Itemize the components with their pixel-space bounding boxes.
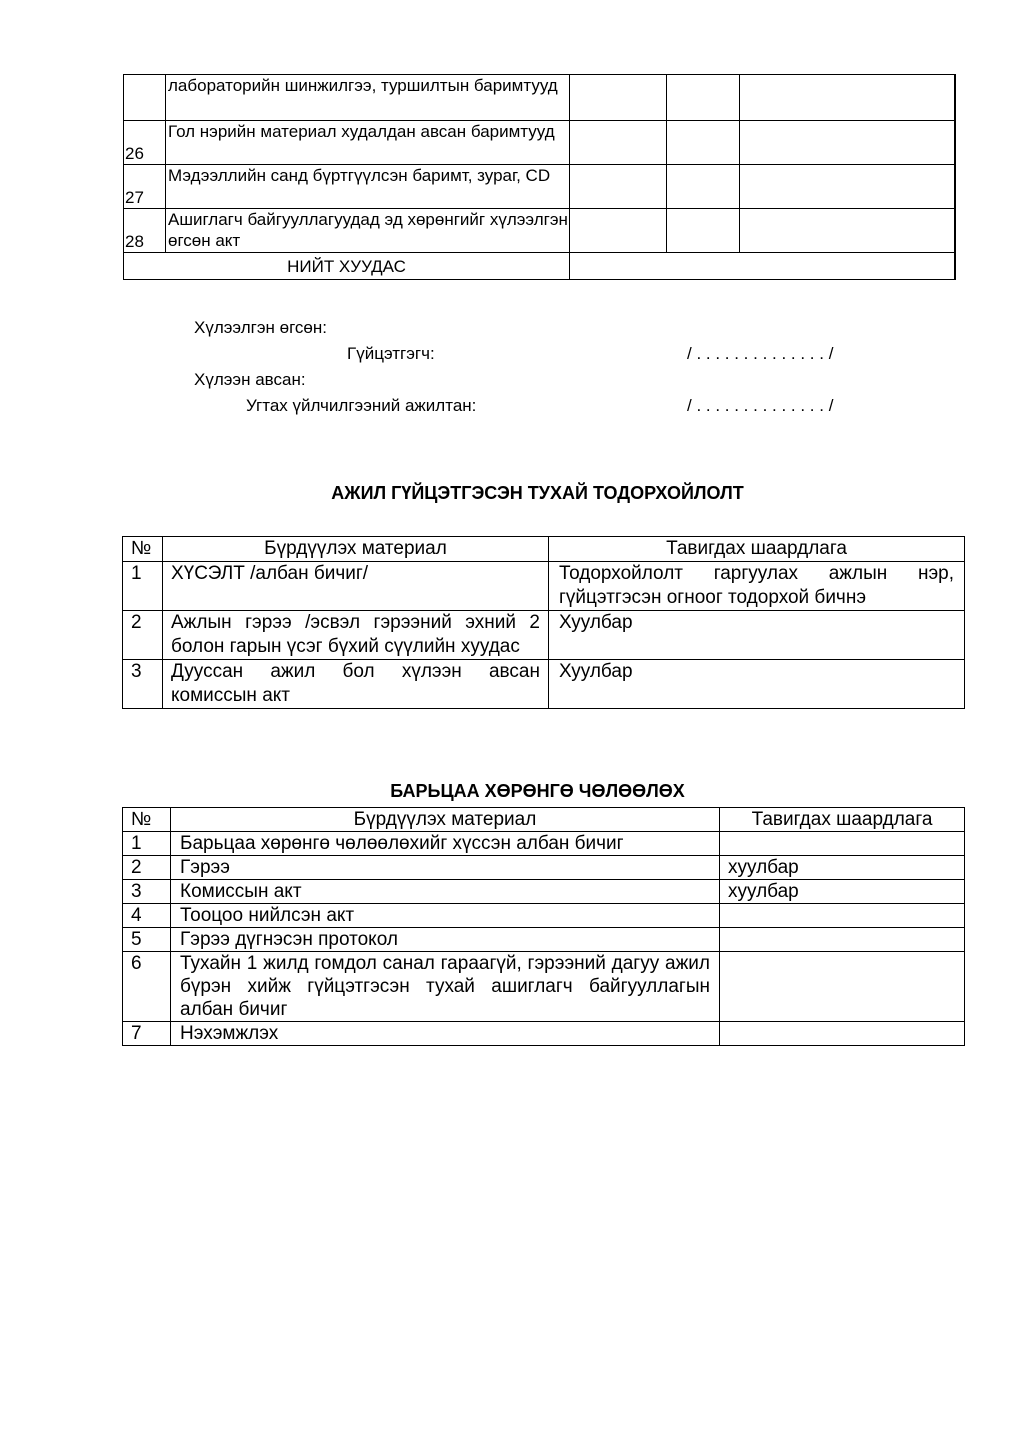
header-requirement: Тавигдах шаардлага — [549, 537, 965, 562]
empty-cell — [740, 165, 956, 209]
empty-cell — [740, 121, 956, 165]
header-number: № — [123, 808, 171, 832]
documents-table — [123, 74, 956, 280]
section-title-work-completion: АЖИЛ ГҮЙЦЭТГЭСЭН ТУХАЙ ТОДОРХОЙЛОЛТ — [331, 483, 744, 503]
service-staff-label: Угтах үйлчилгээний ажилтан: — [246, 396, 477, 415]
row-requirement — [720, 832, 965, 856]
row-requirement — [720, 904, 965, 928]
row-number: 3 — [123, 880, 171, 904]
row-material: Гэрээ дүгнэсэн протокол — [171, 928, 720, 952]
empty-cell — [667, 209, 740, 253]
row-requirement: хуулбар — [720, 856, 965, 880]
table-row — [124, 121, 956, 165]
table-row — [123, 1022, 965, 1046]
table-header-row — [123, 537, 965, 562]
row-material: лабораторийн шинжилгээ, туршилтын баримтууд — [166, 75, 570, 121]
empty-cell — [667, 75, 740, 121]
empty-cell — [570, 75, 667, 121]
row-number: 28 — [124, 209, 166, 253]
total-row — [124, 253, 956, 280]
total-pages-label: НИЙТ ХУУДАС — [124, 253, 570, 280]
collateral-release-table — [122, 807, 965, 1046]
table-row — [124, 75, 956, 121]
row-number: 26 — [124, 121, 166, 165]
executor-signature-line: / . . . . . . . . . . . . . . / — [687, 344, 834, 363]
row-requirement: хуулбар — [720, 880, 965, 904]
row-number: 1 — [123, 832, 171, 856]
header-material: Бүрдүүлэх материал — [171, 808, 720, 832]
row-material: Ажлын гэрээ /эсвэл гэрээний эхний 2 болон гарын үсэг бүхий сүүлийн хуудас — [163, 611, 549, 660]
table-row — [123, 880, 965, 904]
empty-cell — [667, 165, 740, 209]
row-material: Гол нэрийн материал худалдан авсан баримтууд — [166, 121, 570, 165]
row-material: Комиссын акт — [171, 880, 720, 904]
row-material: Тухайн 1 жилд гомдол санал гараагүй, гэрээний дагуу ажил бүрэн хийж гүйцэтгэсэн тухай ашиглагч байгууллагын албан бичиг — [171, 952, 720, 1022]
table-row — [123, 611, 965, 660]
row-number: 7 — [123, 1022, 171, 1046]
row-number: 2 — [123, 611, 163, 660]
row-material: ХҮСЭЛТ /албан бичиг/ — [163, 562, 549, 611]
row-requirement: Хуулбар — [549, 660, 965, 709]
row-number: 3 — [123, 660, 163, 709]
row-requirement — [720, 1022, 965, 1046]
row-number: 2 — [123, 856, 171, 880]
header-requirement: Тавигдах шаардлага — [720, 808, 965, 832]
table-row — [123, 832, 965, 856]
table-row — [123, 928, 965, 952]
row-material: Дууссан ажил бол хүлээн авсан комиссын акт — [163, 660, 549, 709]
empty-cell — [740, 75, 956, 121]
table-row — [123, 952, 965, 1022]
row-number: 4 — [123, 904, 171, 928]
row-number — [124, 75, 166, 121]
row-material: Гэрээ — [171, 856, 720, 880]
row-requirement — [720, 952, 965, 1022]
handed-over-label: Хүлээлгэн өгсөн: — [194, 318, 327, 337]
table-row — [123, 660, 965, 709]
row-number: 1 — [123, 562, 163, 611]
row-material: Мэдээллийн санд бүртгүүлсэн баримт, зураг, CD — [166, 165, 570, 209]
service-staff-signature-line: / . . . . . . . . . . . . . . / — [687, 396, 834, 415]
header-number: № — [123, 537, 163, 562]
table-row — [124, 209, 956, 253]
empty-cell — [667, 121, 740, 165]
row-material: Тооцоо нийлсэн акт — [171, 904, 720, 928]
row-requirement: Тодорхойлолт гаргуулах ажлын нэр, гүйцэтгэсэн огноог тодорхой бичнэ — [549, 562, 965, 611]
received-label: Хүлээн авсан: — [194, 370, 306, 389]
empty-cell — [570, 209, 667, 253]
total-pages-value — [570, 253, 956, 280]
row-number: 6 — [123, 952, 171, 1022]
empty-cell — [570, 165, 667, 209]
executor-label: Гүйцэтгэгч: — [347, 344, 435, 363]
row-requirement — [720, 928, 965, 952]
row-material: Ашиглагч байгууллагуудад эд хөрөнгийг хүлээлгэн өгсөн акт — [166, 209, 570, 253]
empty-cell — [570, 121, 667, 165]
work-completion-table — [122, 536, 965, 709]
table-row — [123, 562, 965, 611]
table-header-row — [123, 808, 965, 832]
row-requirement: Хуулбар — [549, 611, 965, 660]
section-title-collateral-release: БАРЬЦАА ХӨРӨНГӨ ЧӨЛӨӨЛӨХ — [390, 781, 685, 801]
row-material: Нэхэмжлэх — [171, 1022, 720, 1046]
empty-cell — [740, 209, 956, 253]
row-number: 5 — [123, 928, 171, 952]
table-row — [123, 904, 965, 928]
row-material: Барьцаа хөрөнгө чөлөөлөхийг хүссэн албан бичиг — [171, 832, 720, 856]
table-row — [124, 165, 956, 209]
header-material: Бүрдүүлэх материал — [163, 537, 549, 562]
row-number: 27 — [124, 165, 166, 209]
table-row — [123, 856, 965, 880]
